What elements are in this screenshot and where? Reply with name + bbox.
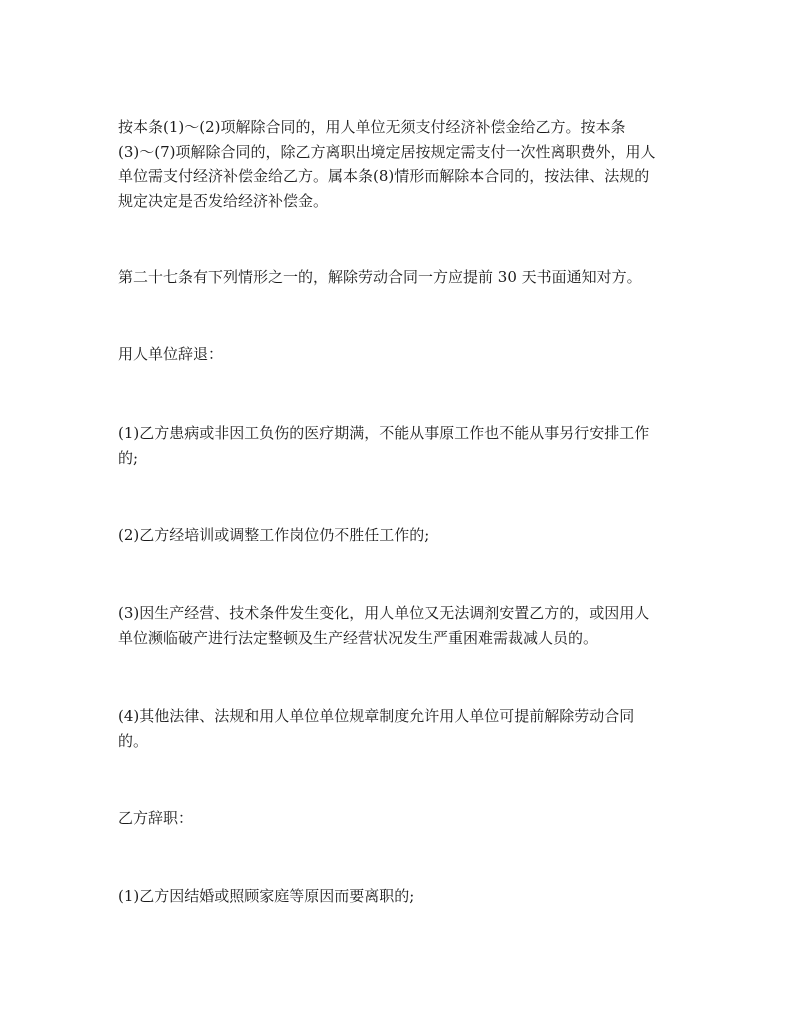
heading-employer-dismissal: 用人单位辞退： (118, 345, 224, 363)
paragraph-article-27: 第二十七条有下列情形之一的，解除劳动合同一方应提前 30 天书面通知对方。 (118, 268, 642, 286)
paragraph-compensation-rules: 按本条(1)～(2)项解除合同的，用人单位无须支付经济补偿金给乙方。按本条 (3)～(7)项解除合同的，除乙方离职出境定居按规定需支付一次性离职费外，用人 单位需支付经济补偿金给乙方。属本条(8)情形而解除本合同的，按法律、法规的 规定决定是否发给经济补偿金。 (118, 118, 656, 210)
list-item-dismissal-1: (1)乙方患病或非因工负伤的医疗期满，不能从事原工作也不能从事另行安排工作 的; (118, 424, 650, 467)
list-item-resignation-1: (1)乙方因结婚或照顾家庭等原因而要离职的; (118, 887, 415, 905)
heading-employee-resignation: 乙方辞职： (118, 809, 194, 827)
list-item-dismissal-4: (4)其他法律、法规和用人单位单位规章制度允许用人单位可提前解除劳动合同 的。 (118, 707, 635, 750)
list-item-dismissal-2: (2)乙方经培训或调整工作岗位仍不胜任工作的; (118, 526, 430, 544)
list-item-dismissal-3: (3)因生产经营、技术条件发生变化，用人单位又无法调剂安置乙方的，或因用人 单位濒临破产进行法定整顿及生产经营状况发生严重困难需裁减人员的。 (118, 604, 650, 647)
